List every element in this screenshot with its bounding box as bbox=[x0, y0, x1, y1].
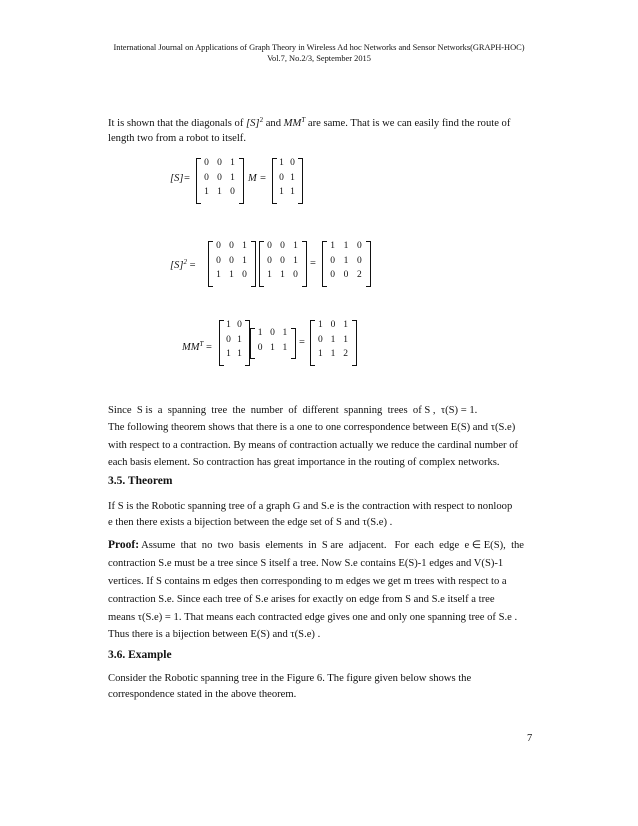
matrix-cell: 1 bbox=[343, 241, 349, 251]
matrix-cell: 1 bbox=[229, 270, 234, 280]
since-line-1: Since S is a spanning tree the number of different spanning trees of S , τ(S) = 1. bbox=[108, 405, 478, 416]
theorem-heading: 3.5. Theorem bbox=[108, 475, 173, 487]
matrix-cell: 0 bbox=[317, 334, 323, 345]
since-line-3: with respect to a contraction. By means of contraction actually we reduce the cardinal number of bbox=[108, 440, 519, 451]
matrix-cell: 1 bbox=[270, 342, 275, 353]
matrix-cell: 1 bbox=[280, 270, 285, 280]
matrix-cell: 1 bbox=[330, 349, 336, 359]
eq3-T: T bbox=[199, 340, 204, 348]
eq3-MM: MM bbox=[182, 342, 200, 353]
matrix-cell: 1 bbox=[290, 187, 295, 197]
eq1-M-label: M = bbox=[248, 173, 267, 184]
eq3-result-equals: = bbox=[299, 337, 305, 348]
journal-title: International Journal on Applications of Graph Theory in Wireless Ad hoc Networks and Sensor Networks(GRAPH-HOC) bbox=[113, 43, 525, 52]
matrix-cell: 0 bbox=[230, 187, 235, 197]
matrix-cell: 1 bbox=[226, 320, 231, 330]
theorem-line-2: e then there exists a bijection between the edge set of S and τ(S.e) . bbox=[108, 517, 393, 528]
matrix-cell: 1 bbox=[293, 255, 298, 266]
matrix-cell: 1 bbox=[330, 334, 336, 345]
matrix-cell: 0 bbox=[280, 255, 285, 266]
matrix-cell: 1 bbox=[216, 270, 221, 280]
page-number: 7 bbox=[527, 733, 533, 744]
symbol-S-bracket: [S] bbox=[246, 118, 260, 129]
matrix-cell: 1 bbox=[230, 172, 235, 183]
matrix-cell: 0 bbox=[356, 255, 362, 266]
since-line-4: each basis element. So contraction has great importance in the routing of complex networks. bbox=[108, 457, 500, 468]
matrix-cell: 0 bbox=[293, 270, 298, 280]
eq3-equals: = bbox=[206, 342, 212, 353]
matrix-cell: 0 bbox=[257, 342, 263, 353]
matrix-cell: 0 bbox=[356, 241, 362, 251]
theorem-line-1: If S is the Robotic spanning tree of a graph G and S.e is the contraction with respect to nonloop bbox=[108, 501, 513, 512]
matrix-cell: 0 bbox=[229, 241, 234, 251]
matrix-cell: 0 bbox=[330, 255, 336, 266]
proof-line-1 bbox=[108, 537, 532, 555]
example-heading: 3.6. Example bbox=[108, 649, 172, 661]
matrix-cell: 0 bbox=[217, 172, 222, 183]
intro-text-c: are same. That is we can easily find the route of bbox=[307, 118, 511, 129]
intro-text-a: It is shown that the diagonals of bbox=[108, 118, 244, 129]
proof-line-2: contraction S.e must be a tree since S itself a tree. Now S.e contains E(S)-1 edges and V(S)-1 bbox=[108, 558, 504, 569]
matrix-cell: 0 bbox=[330, 270, 336, 280]
matrix-cell: 0 bbox=[290, 158, 295, 168]
matrix-cell: 0 bbox=[226, 334, 231, 345]
matrix-cell: 1 bbox=[343, 334, 349, 345]
symbol-T: T bbox=[301, 116, 306, 124]
matrix-cell: 0 bbox=[270, 328, 275, 338]
example-line-2: correspondence stated in the above theorem. bbox=[108, 689, 297, 700]
matrix-cell: 1 bbox=[226, 349, 231, 359]
matrix-cell: 0 bbox=[279, 172, 284, 183]
matrix-cell: 2 bbox=[356, 270, 362, 280]
intro-line-1 bbox=[108, 112, 532, 133]
matrix-cell: 1 bbox=[242, 241, 247, 251]
matrix-cell: 0 bbox=[216, 241, 221, 251]
matrix-cell: 0 bbox=[229, 255, 234, 266]
matrix-cell: 1 bbox=[204, 187, 209, 197]
matrix-cell: 1 bbox=[317, 320, 323, 330]
matrix-cell: 0 bbox=[204, 172, 209, 183]
example-line-1: Consider the Robotic spanning tree in the Figure 6. The figure given below shows the bbox=[108, 673, 472, 684]
matrix-cell: 1 bbox=[330, 241, 336, 251]
matrix-cell: 1 bbox=[282, 328, 288, 338]
matrix-cell: 0 bbox=[330, 320, 336, 330]
matrix-cell: 1 bbox=[267, 270, 272, 280]
eq2-square: 2 bbox=[183, 258, 187, 266]
matrix-cell: 1 bbox=[282, 342, 288, 353]
matrix-cell: 1 bbox=[237, 349, 242, 359]
matrix-cell: 0 bbox=[267, 241, 272, 251]
proof-line-6: Thus there is a bijection between E(S) and τ(S.e) . bbox=[108, 629, 321, 640]
proof-line-1-text: Assume that no two basis elements in S are adjacent. For each edge e ∈ E(S), the bbox=[139, 540, 525, 551]
intro-text-b: and bbox=[265, 118, 282, 129]
matrix-cell: 1 bbox=[293, 241, 298, 251]
journal-volume: Vol.7, No.2/3, September 2015 bbox=[267, 54, 371, 63]
matrix-cell: 1 bbox=[290, 172, 295, 183]
matrix-cell: 0 bbox=[216, 255, 221, 266]
proof-line-3: vertices. If S contains m edges then corresponding to m edges we get m trees with respect to a bbox=[108, 576, 507, 587]
matrix-cell: 1 bbox=[217, 187, 222, 197]
intro-line-2: length two from a robot to itself. bbox=[108, 133, 246, 144]
matrix-cell: 1 bbox=[242, 255, 247, 266]
symbol-MMT: MM bbox=[283, 118, 302, 129]
eq1-S-label: [S]= bbox=[170, 173, 191, 184]
since-line-2: The following theorem shows that there is a one to one correspondence between E(S) and τ(S.e) bbox=[108, 422, 516, 433]
matrix-cell: 1 bbox=[279, 158, 284, 168]
matrix-cell: 1 bbox=[343, 320, 349, 330]
eq2-label bbox=[170, 258, 195, 271]
matrix-cell: 0 bbox=[217, 158, 222, 168]
matrix-cell: 1 bbox=[343, 255, 349, 266]
matrix-cell: 1 bbox=[257, 328, 263, 338]
matrix-cell: 0 bbox=[237, 320, 242, 330]
eq2-equals: = bbox=[189, 260, 196, 271]
matrix-cell: 0 bbox=[267, 255, 272, 266]
matrix-cell: 0 bbox=[242, 270, 247, 280]
matrix-cell: 1 bbox=[230, 158, 235, 168]
matrix-cell: 1 bbox=[237, 334, 242, 345]
proof-line-4: contraction S.e. Since each tree of S.e arises for exactly on edge from S and S.e itself a tree bbox=[108, 594, 495, 605]
matrix-cell: 2 bbox=[343, 349, 349, 359]
eq2-S: [S] bbox=[170, 260, 184, 271]
eq2-result-equals: = bbox=[310, 258, 316, 269]
matrix-cell: 0 bbox=[204, 158, 209, 168]
symbol-square: 2 bbox=[259, 116, 264, 124]
proof-line-5: means τ(S.e) = 1. That means each contracted edge gives one and only one spanning tree of S.e . bbox=[108, 612, 518, 623]
matrix-cell: 0 bbox=[343, 270, 349, 280]
matrix-cell: 0 bbox=[280, 241, 285, 251]
matrix-cell: 1 bbox=[279, 187, 284, 197]
proof-label: Proof: bbox=[108, 539, 140, 551]
matrix-cell: 1 bbox=[317, 349, 323, 359]
eq3-label bbox=[182, 340, 212, 353]
